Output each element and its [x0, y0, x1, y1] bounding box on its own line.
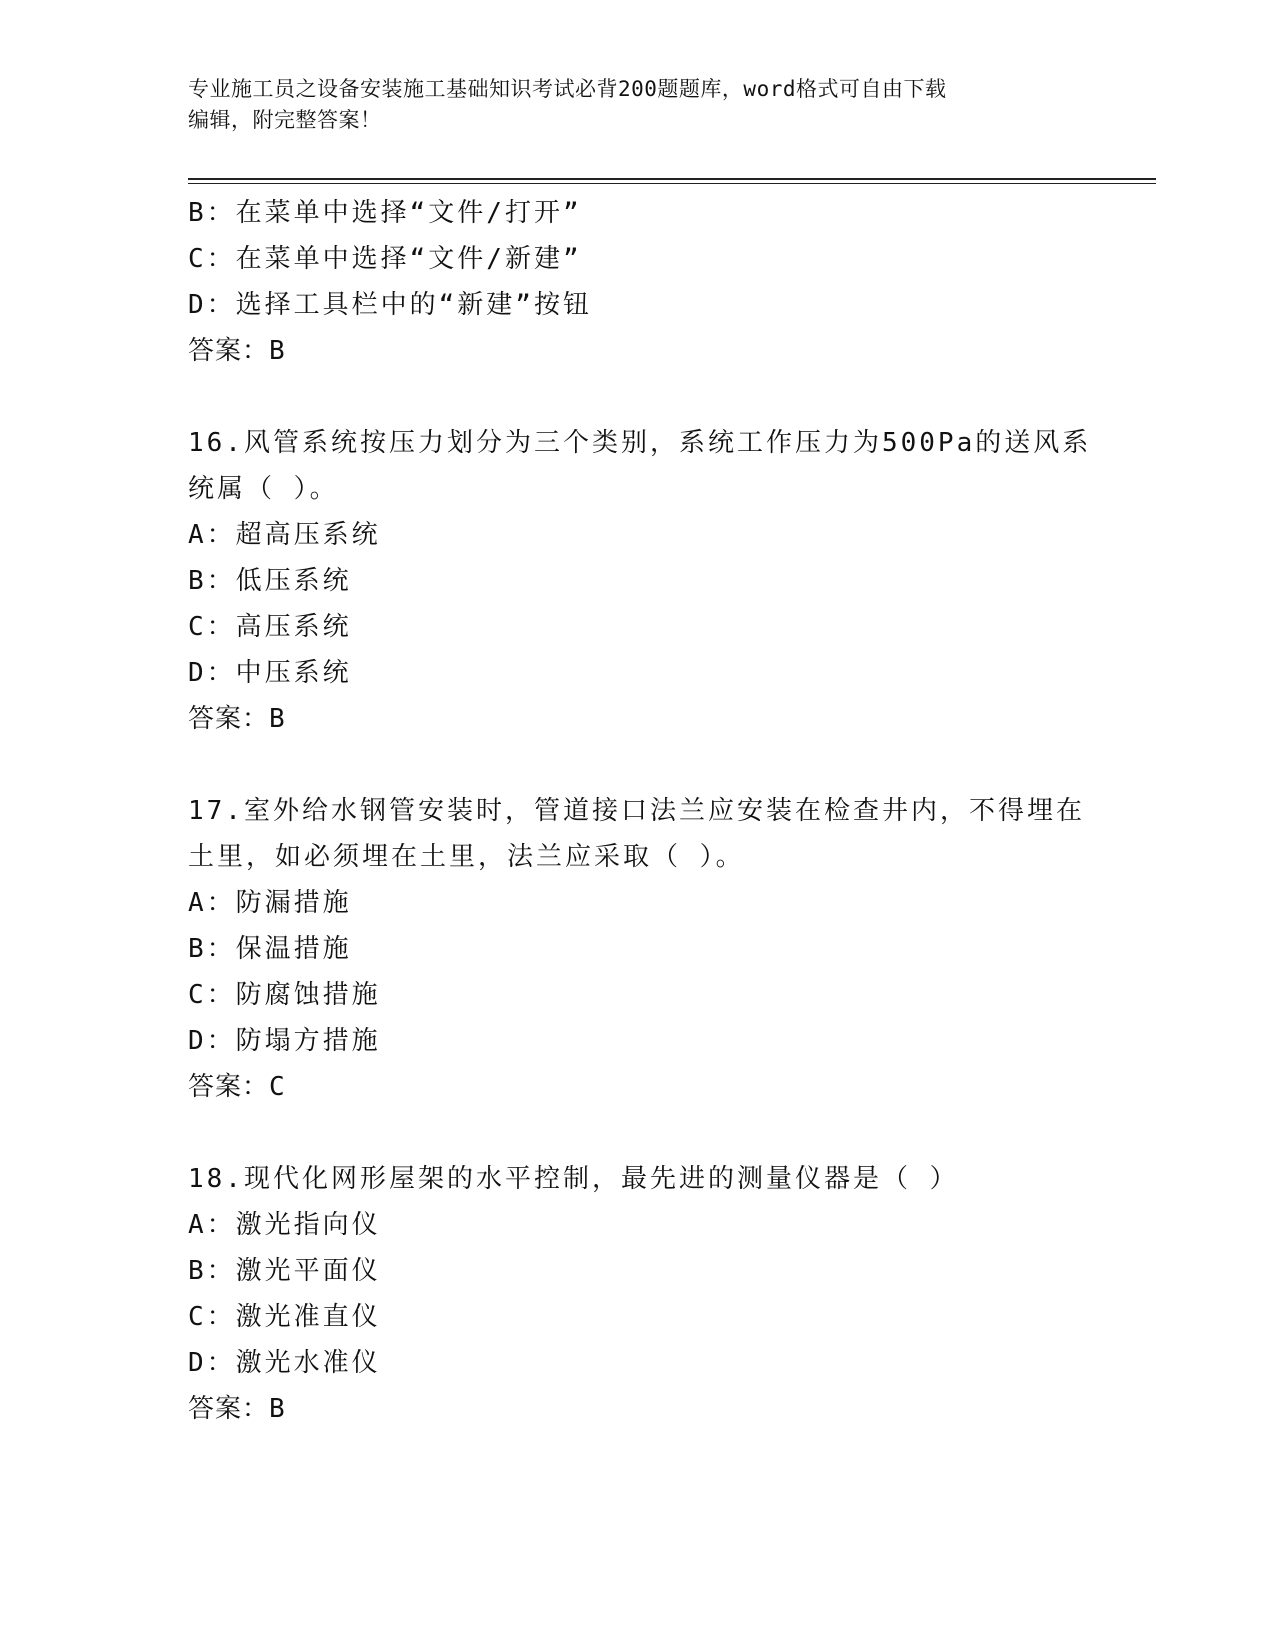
question-18 — [188, 1156, 1088, 1432]
header-divider-thick — [188, 178, 1156, 180]
header-line-1: 专业施工员之设备安装施工基础知识考试必背200题题库，word格式可自由下载 — [188, 77, 947, 101]
spacer — [188, 742, 1088, 788]
option-a: A：超高压系统 — [188, 520, 381, 550]
document-header — [188, 74, 1088, 136]
option-a: A：激光指向仪 — [188, 1210, 381, 1240]
option-d: D：防塌方措施 — [188, 1026, 381, 1056]
header-divider-thin — [188, 183, 1156, 184]
option-d: D：选择工具栏中的“新建”按钮 — [188, 290, 592, 320]
option-d: D：中压系统 — [188, 658, 352, 688]
question-15-continued — [188, 190, 1088, 374]
answer-line: 答案：B — [188, 1394, 286, 1424]
option-b: B：激光平面仪 — [188, 1256, 381, 1286]
question-stem: 统属（ ）。 — [188, 474, 339, 504]
option-b: B：保温措施 — [188, 934, 352, 964]
option-c: C：高压系统 — [188, 612, 352, 642]
question-stem: 16.风管系统按压力划分为三个类别，系统工作压力为500Pa的送风系 — [188, 428, 1092, 458]
option-b: B：低压系统 — [188, 566, 352, 596]
option-c: C：在菜单中选择“文件/新建” — [188, 244, 582, 274]
option-c: C：激光准直仪 — [188, 1302, 381, 1332]
answer-line: 答案：B — [188, 704, 286, 734]
question-stem: 17.室外给水钢管安装时，管道接口法兰应安装在检查井内，不得埋在 — [188, 796, 1085, 826]
option-a: A：防漏措施 — [188, 888, 352, 918]
answer-line: 答案：C — [188, 1072, 286, 1102]
spacer — [188, 1110, 1088, 1156]
option-d: D：激光水准仪 — [188, 1348, 381, 1378]
header-line-2: 编辑，附完整答案！ — [188, 108, 382, 132]
option-c: C：防腐蚀措施 — [188, 980, 381, 1010]
question-stem: 18.现代化网形屋架的水平控制，最先进的测量仪器是（ ） — [188, 1164, 959, 1194]
spacer — [188, 374, 1088, 420]
question-17 — [188, 788, 1088, 1110]
document-body — [188, 190, 1092, 1432]
option-b: B：在菜单中选择“文件/打开” — [188, 198, 582, 228]
question-stem: 土里，如必须埋在土里，法兰应采取（ ）。 — [188, 842, 745, 872]
question-16 — [188, 420, 1092, 742]
answer-line: 答案：B — [188, 336, 286, 366]
